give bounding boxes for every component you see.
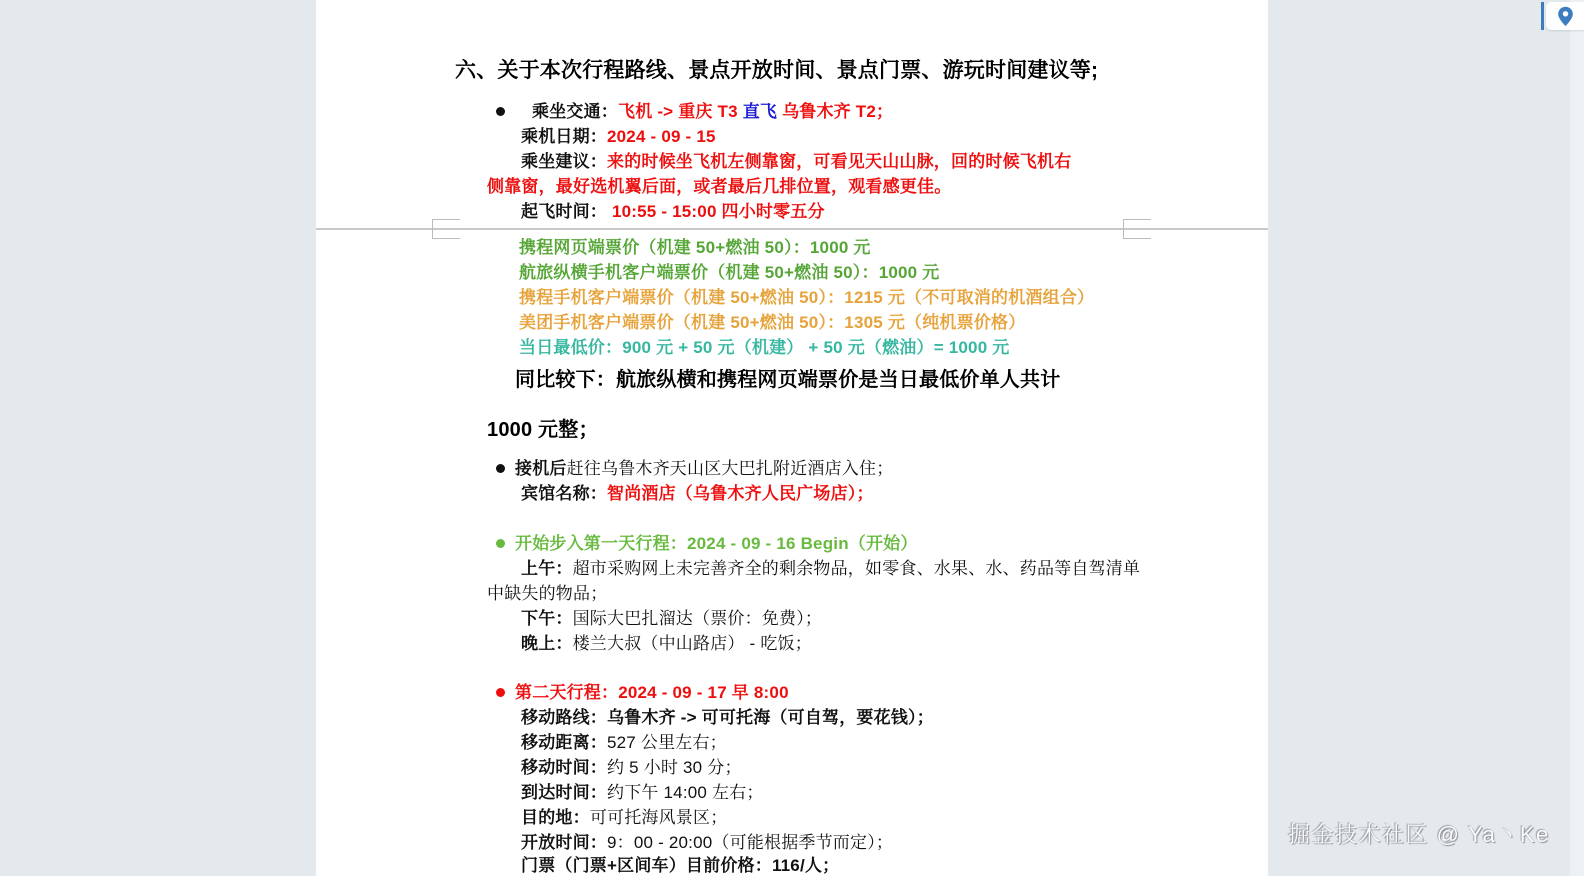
line-price-ctrip-app — [519, 287, 1094, 309]
text-run: 目的地： — [521, 808, 590, 827]
text-run: 航旅纵横手机客户端票价（机建 50+燃油 50）：1000 元 — [519, 263, 940, 282]
text-run: 上午： — [521, 559, 573, 578]
text-run: 晚上： — [521, 634, 573, 653]
line-day2-destination — [521, 807, 727, 829]
text-run: 携程网页端票价（机建 50+燃油 50）：1000 元 — [519, 238, 871, 257]
text-run: 超市采购网上未完善齐全的剩余物品，如零食、水果、水、药品等自驾清单 — [572, 559, 1141, 578]
line-day2-arrival — [521, 782, 764, 804]
line-day1-evening — [521, 633, 812, 655]
text-run: 开始步入第一天行程：2024 - 09 - 16 Begin（开始） — [515, 534, 918, 553]
text-run: 可可托海风景区； — [589, 808, 728, 827]
text-run: 侧靠窗，最好选机翼后面，或者最后几排位置，观看感更佳。 — [487, 177, 952, 196]
line-day2-distance — [521, 732, 727, 754]
text-run: 移动路线： — [521, 708, 607, 727]
text-run: 开放时间： — [521, 833, 607, 852]
text-run: 约 5 小时 30 分； — [607, 758, 742, 777]
text-run: 乌鲁木齐 T2； — [777, 102, 894, 121]
text-run: 移动距离： — [521, 733, 607, 752]
text-run: 中缺失的物品； — [487, 584, 608, 603]
line-price-meituan — [519, 312, 1025, 334]
line-seat-advice — [521, 151, 1071, 173]
text-run: 宾馆名称： — [521, 484, 607, 503]
text-run: 乌鲁木齐 -> 可可托海（可自驾，要花钱）； — [607, 708, 934, 727]
line-flight-date — [521, 126, 716, 148]
text-run: 来的时候坐飞机左侧靠窗，可看见天山山脉，回的时候飞机右 — [607, 152, 1072, 171]
text-run: 10:55 - 15:00 四小时零五分 — [611, 202, 825, 221]
text-run: 赶往乌鲁木齐天山区大巴扎附近酒店入住； — [566, 459, 894, 478]
text-run: 门票（门票+区间车）目前价格： — [521, 856, 772, 875]
text-run: 携程手机客户端票价（机建 50+燃油 50）：1215 元（不可取消的机酒组合） — [519, 288, 1095, 307]
line-day1-morning-wrap — [487, 583, 607, 605]
location-pin-icon — [1557, 6, 1574, 27]
line-day2-ticket — [521, 855, 839, 876]
scrollbar-track[interactable] — [1570, 0, 1584, 876]
line-compare-2 — [487, 419, 599, 441]
line-day2-duration — [521, 757, 742, 779]
watermark: 掘金技术社区 @ Ya丶Ke — [1288, 822, 1550, 847]
text-run: 国际大巴扎溜达（票价：免费）； — [572, 609, 823, 628]
text-run: 乘坐交通： — [532, 102, 618, 121]
text-run: 1000 元整； — [487, 419, 599, 441]
pin-button[interactable] — [1546, 2, 1584, 30]
pin-button-accent-bar — [1541, 2, 1544, 30]
text-run: 2024 - 09 - 15 — [607, 127, 716, 146]
text-run: 起飞时间： — [521, 202, 612, 221]
text-run: 当日最低价：900 元 + 50 元（机建） + 50 元（燃油）= 1000 元 — [519, 338, 1010, 357]
text-run: 美团手机客户端票价（机建 50+燃油 50）：1305 元（纯机票价格） — [519, 313, 1026, 332]
line-day1-morning — [521, 558, 1140, 580]
text-run: 约下午 14:00 左右； — [607, 783, 764, 802]
text-run: 直飞 — [742, 102, 778, 121]
bullet-icon — [496, 688, 505, 697]
document-page[interactable] — [316, 0, 1268, 876]
page-break-marker-right — [1123, 219, 1151, 239]
text-run: 楼兰大叔（中山路店） - 吃饭； — [572, 634, 812, 653]
line-day1-header — [515, 533, 918, 555]
text-run: 116/人； — [771, 856, 840, 875]
text-run: 到达时间： — [521, 783, 607, 802]
line-seat-advice-wrap — [487, 176, 951, 198]
line-hotel-arrival — [515, 458, 893, 480]
text-run: 9：00 - 20:00（可能根据季节而定）； — [607, 833, 894, 852]
line-transport — [532, 101, 893, 123]
bullet-icon — [496, 107, 505, 116]
line-day2-route — [521, 707, 934, 729]
line-day2-header — [515, 682, 789, 704]
line-departure-time — [521, 201, 825, 223]
text-run: 接机后 — [515, 459, 567, 478]
line-compare-1 — [515, 369, 1060, 391]
text-run: 智尚酒店（乌鲁木齐人民广场店）； — [607, 484, 874, 503]
line-price-umetrip — [519, 262, 939, 284]
text-run: 飞机 -> 重庆 T3 — [618, 102, 743, 121]
page-break-marker-left — [432, 219, 460, 239]
text-run: 乘机日期： — [521, 127, 607, 146]
text-run: 第二天行程：2024 - 09 - 17 早 8:00 — [515, 683, 789, 702]
line-price-lowest — [519, 337, 1010, 359]
line-day1-afternoon — [521, 608, 822, 630]
line-day2-hours — [521, 832, 893, 854]
text-run: 移动时间： — [521, 758, 607, 777]
bullet-icon — [496, 539, 505, 548]
line-price-ctrip-web — [519, 237, 871, 259]
text-run: 同比较下：航旅纵横和携程网页端票价是当日最低价单人共计 — [515, 369, 1061, 391]
bullet-icon — [496, 464, 505, 473]
text-run: 下午： — [521, 609, 573, 628]
text-run: 六、关于本次行程路线、景点开放时间、景点门票、游玩时间建议等; — [455, 59, 1099, 82]
text-run: 527 公里左右； — [607, 733, 727, 752]
line-hotel-name — [521, 483, 874, 505]
text-run: 乘坐建议： — [521, 152, 607, 171]
doc-title — [455, 60, 1098, 82]
